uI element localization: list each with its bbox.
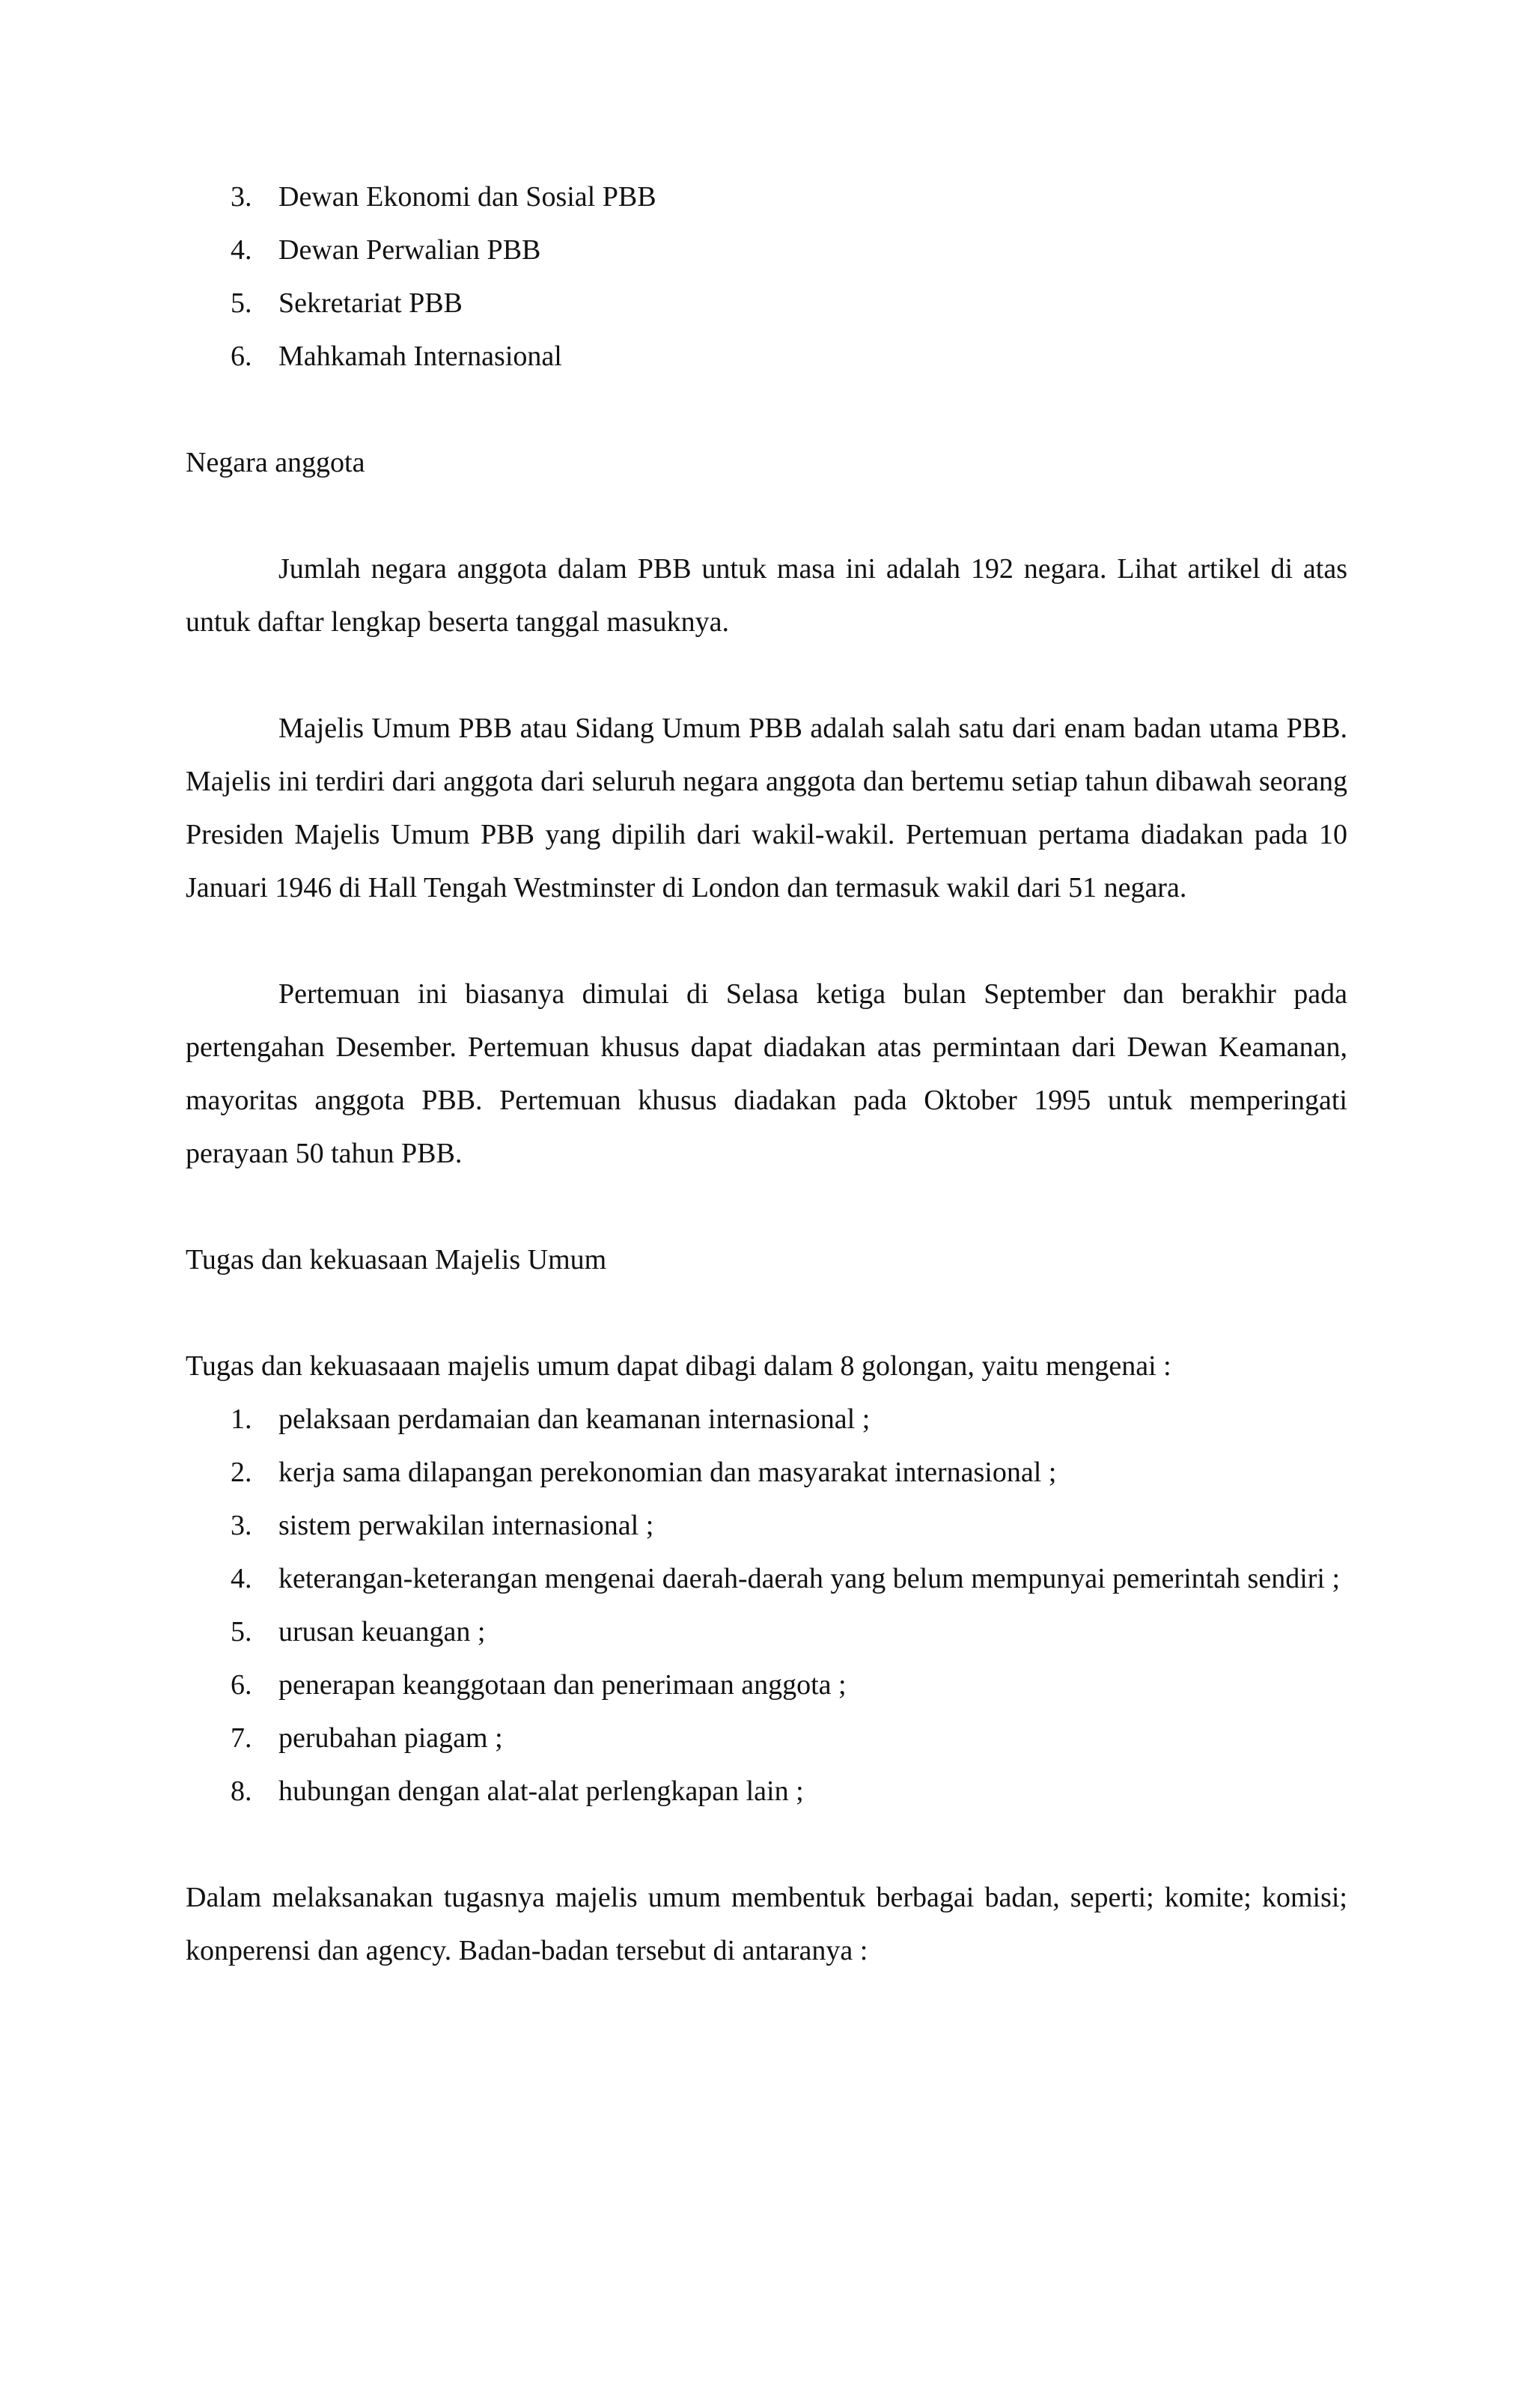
list-number: 4. <box>231 234 252 266</box>
paragraph-general-assembly: Majelis Umum PBB atau Sidang Umum PBB adalah salah satu dari enam badan utama PBB. Majelis ini terdiri dari anggota dari seluruh negara anggota dan bertemu setiap tahun dibawah seorang Presiden Majelis Umum PBB yang dipilih dari wakil-wakil. Pertemuan pertama diadakan pada 10 Januari 1946 di Hall Tengah Westminster di London dan termasuk wakil dari 51 negara. <box>186 713 1347 903</box>
list-text: Sekretariat PBB <box>278 287 463 319</box>
list-text: Dewan Ekonomi dan Sosial PBB <box>278 181 656 213</box>
section-heading-duties: Tugas dan kekuasaan Majelis Umum <box>186 1244 607 1275</box>
list-text: penerapan keanggotaan dan penerimaan anggota ; <box>278 1669 847 1701</box>
list-item <box>186 330 1347 383</box>
list-item <box>186 1499 1347 1552</box>
organ-list <box>186 171 1347 383</box>
list-number: 6. <box>231 341 252 372</box>
list-item <box>186 1606 1347 1659</box>
list-number: 4. <box>231 1563 252 1594</box>
list-number: 3. <box>231 181 252 213</box>
list-text: kerja sama dilapangan perekonomian dan masyarakat internasional ; <box>278 1457 1057 1488</box>
list-item <box>186 1446 1347 1499</box>
list-item <box>186 224 1347 277</box>
list-number: 8. <box>231 1775 252 1807</box>
duties-list <box>186 1393 1347 1818</box>
list-item <box>186 171 1347 224</box>
page-content <box>186 171 1347 1978</box>
list-item <box>186 277 1347 330</box>
paragraph-meetings: Pertemuan ini biasanya dimulai di Selasa ketiga bulan September dan berakhir pada pertengahan Desember. Pertemuan khusus dapat diadakan atas permintaan dari Dewan Keamanan, mayoritas anggota PBB. Pertemuan khusus diadakan pada Oktober 1995 untuk memperingati perayaan 50 tahun PBB. <box>186 978 1347 1169</box>
list-text: perubahan piagam ; <box>278 1722 503 1754</box>
list-text: hubungan dengan alat-alat perlengkapan lain ; <box>278 1775 804 1807</box>
list-text: sistem perwakilan internasional ; <box>278 1510 654 1541</box>
list-text: urusan keuangan ; <box>278 1616 486 1648</box>
list-number: 7. <box>231 1722 252 1754</box>
list-number: 2. <box>231 1457 252 1488</box>
list-text: pelaksaan perdamaian dan keamanan internasional ; <box>278 1403 871 1435</box>
list-number: 3. <box>231 1510 252 1541</box>
list-item <box>186 1659 1347 1712</box>
section-heading-members: Negara anggota <box>186 447 365 478</box>
list-item <box>186 1393 1347 1446</box>
list-item <box>186 1552 1347 1606</box>
list-number: 6. <box>231 1669 252 1701</box>
list-number: 1. <box>231 1403 252 1435</box>
list-number: 5. <box>231 287 252 319</box>
list-number: 5. <box>231 1616 252 1648</box>
paragraph-member-count: Jumlah negara anggota dalam PBB untuk masa ini adalah 192 negara. Lihat artikel di atas untuk daftar lengkap beserta tanggal masuknya. <box>186 553 1347 638</box>
list-text: Dewan Perwalian PBB <box>278 234 541 266</box>
list-item <box>186 1712 1347 1765</box>
paragraph-closing: Dalam melaksanakan tugasnya majelis umum membentuk berbagai badan, seperti; komite; komisi; konperensi dan agency. Badan-badan tersebut di antaranya : <box>186 1882 1347 1966</box>
list-item <box>186 1765 1347 1818</box>
list-text: Mahkamah Internasional <box>278 341 562 372</box>
paragraph-duties-intro: Tugas dan kekuasaaan majelis umum dapat dibagi dalam 8 golongan, yaitu mengenai : <box>186 1350 1171 1382</box>
list-text: keterangan-keterangan mengenai daerah-daerah yang belum mempunyai pemerintah sendiri ; <box>278 1563 1341 1594</box>
